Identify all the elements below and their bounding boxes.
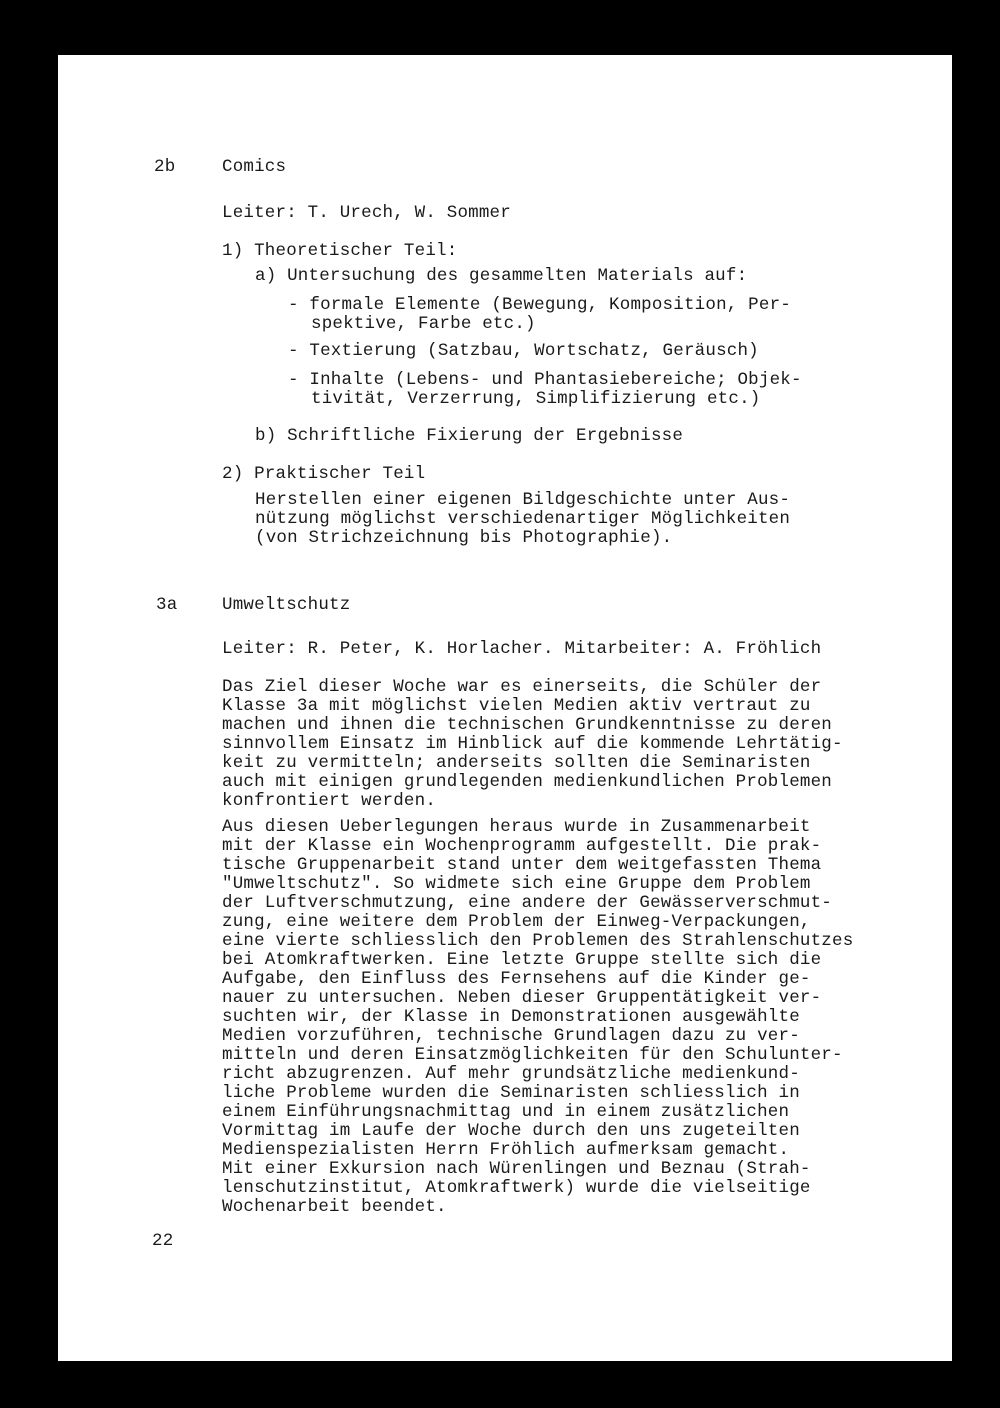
bullet-formale-line1: - formale Elemente (Bewegung, Komposition, Per- (288, 295, 791, 315)
section-2b-number: 2b (154, 157, 176, 177)
paragraph-2-line: richt abzugrenzen. Auf mehr grundsätzliche medienkund- (222, 1064, 800, 1084)
page-number: 22 (152, 1231, 174, 1251)
bullet-formale-line2: spektive, Farbe etc.) (311, 314, 536, 334)
section-3a-number: 3a (156, 595, 178, 615)
bullet-textierung: - Textierung (Satzbau, Wortschatz, Geräusch) (288, 341, 759, 361)
section-2b-title: Comics (222, 157, 287, 177)
paragraph-2-line: mitteln und deren Einsatzmöglichkeiten für den Schulunter- (222, 1045, 843, 1065)
paragraph-2-line: suchten wir, der Klasse in Demonstrationen ausgewählte (222, 1007, 800, 1027)
practice-paragraph (255, 491, 790, 548)
paragraph-2-line: nauer zu untersuchen. Neben dieser Gruppentätigkeit ver- (222, 988, 822, 1008)
paragraph-2-line: der Luftverschmutzung, eine andere der Gewässerverschmut- (222, 893, 832, 913)
practice-line: nützung möglichst verschiedenartiger Möglichkeiten (255, 509, 791, 529)
paragraph-1-line: auch mit einigen grundlegenden medienkundlichen Problemen (222, 772, 832, 792)
paragraph-2 (222, 818, 853, 1217)
paragraph-1-line: sinnvollem Einsatz im Hinblick auf die kommende Lehrtätig- (222, 734, 843, 754)
paragraph-2-line: eine vierte schliesslich den Problemen des Strahlenschutzes (222, 931, 854, 951)
paragraph-2-line: Medienspezialisten Herrn Fröhlich aufmerksam gemacht. (222, 1140, 790, 1160)
theory-heading: 1) Theoretischer Teil: (222, 241, 458, 261)
paragraph-2-line: liche Probleme wurden die Seminaristen schliesslich in (222, 1083, 800, 1103)
paragraph-1-line: Klasse 3a mit möglichst vielen Medien aktiv vertraut zu (222, 696, 811, 716)
paragraph-2-line: "Umweltschutz". So widmete sich eine Gruppe dem Problem (222, 874, 811, 894)
section-3a-leaders: Leiter: R. Peter, K. Horlacher. Mitarbeiter: A. Fröhlich (222, 639, 822, 659)
practice-heading: 2) Praktischer Teil (222, 464, 426, 484)
paragraph-2-line: Vormittag im Laufe der Woche durch den uns zugeteilten (222, 1121, 800, 1141)
document-page (58, 55, 952, 1361)
practice-line: Herstellen einer eigenen Bildgeschichte unter Aus- (255, 490, 791, 510)
paragraph-2-line: Aufgabe, den Einfluss des Fernsehens auf die Kinder ge- (222, 969, 811, 989)
paragraph-1-line: machen und ihnen die technischen Grundkenntnisse zu deren (222, 715, 832, 735)
item-b: b) Schriftliche Fixierung der Ergebnisse (255, 426, 684, 446)
paragraph-2-line: zung, eine weitere dem Problem der Einweg-Verpackungen, (222, 912, 811, 932)
section-3a-title: Umweltschutz (222, 595, 351, 615)
practice-line: (von Strichzeichnung bis Photographie). (255, 528, 673, 548)
paragraph-2-line: mit der Klasse ein Wochenprogramm aufgestellt. Die prak- (222, 836, 822, 856)
bullet-inhalte-line1: - Inhalte (Lebens- und Phantasiebereiche; Objek- (288, 370, 802, 390)
paragraph-1-line: keit zu vermitteln; anderseits sollten die Seminaristen (222, 753, 811, 773)
paragraph-1-line: konfrontiert werden. (222, 791, 437, 811)
paragraph-1-line: Das Ziel dieser Woche war es einerseits, die Schüler der (222, 677, 822, 697)
item-a: a) Untersuchung des gesammelten Materials auf: (255, 266, 748, 286)
paragraph-1 (222, 678, 843, 811)
paragraph-2-line: Mit einer Exkursion nach Würenlingen und Beznau (Strah- (222, 1159, 811, 1179)
paragraph-2-line: einem Einführungsnachmittag und in einem zusätzlichen (222, 1102, 790, 1122)
paragraph-2-line: bei Atomkraftwerken. Eine letzte Gruppe stellte sich die (222, 950, 822, 970)
bullet-inhalte-line2: tivität, Verzerrung, Simplifizierung etc.) (311, 389, 761, 409)
paragraph-2-line: tische Gruppenarbeit stand unter dem weitgefassten Thema (222, 855, 822, 875)
section-2b-leaders: Leiter: T. Urech, W. Sommer (222, 203, 511, 223)
paragraph-2-line: Medien vorzuführen, technische Grundlagen dazu zu ver- (222, 1026, 800, 1046)
paragraph-2-line: lenschutzinstitut, Atomkraftwerk) wurde die vielseitige (222, 1178, 811, 1198)
paragraph-2-line: Aus diesen Ueberlegungen heraus wurde in Zusammenarbeit (222, 817, 811, 837)
paragraph-2-line: Wochenarbeit beendet. (222, 1197, 447, 1217)
